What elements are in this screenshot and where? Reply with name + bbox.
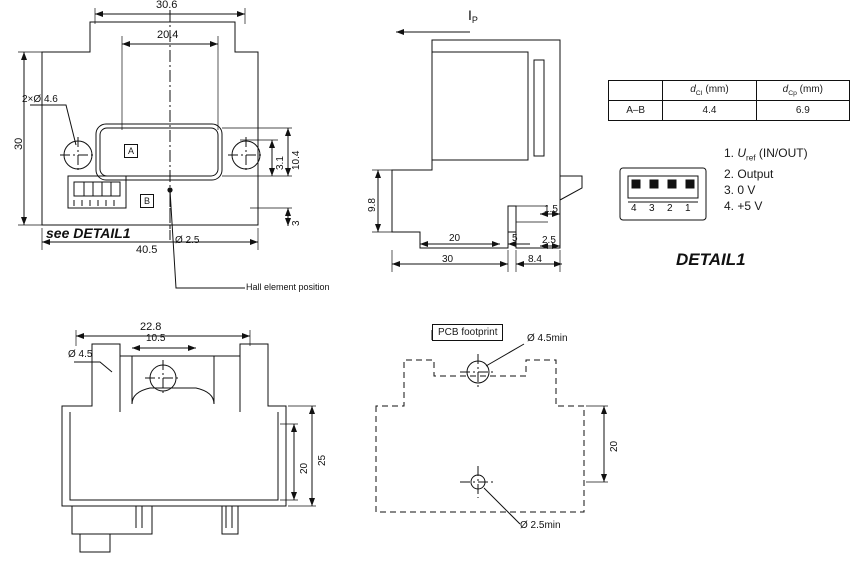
dim-top-30: 30 — [13, 137, 25, 150]
dim-front-25: 25 — [317, 454, 328, 466]
legend-item-2 — [724, 166, 808, 182]
legend-text-output: Output — [737, 167, 774, 182]
dim-front-20: 20 — [299, 462, 310, 474]
dim-side-1-5: 1.5 — [544, 204, 558, 215]
dim-top-10-4: 10.4 — [291, 150, 302, 170]
dim-side-8-4: 8.4 — [528, 254, 542, 265]
pcb-footprint-label: PCB footprint — [432, 324, 503, 341]
dim-front-10-5: 10.5 — [146, 333, 166, 344]
dim-footprint-4-5min: Ø 4.5min — [527, 333, 568, 344]
dim-front-hole-4-5: Ø 4.5 — [68, 349, 93, 360]
table-header-row — [609, 81, 850, 101]
see-detail1-note: see DETAIL1 — [46, 225, 131, 241]
legend-text-0v: 0 V — [737, 183, 756, 198]
current-direction-label — [468, 8, 478, 26]
row-label-ab: A–B — [609, 101, 663, 121]
dim-top-40-5: 40.5 — [136, 244, 158, 256]
legend-num-1: 1. — [724, 146, 735, 160]
dim-top-hole-2-5: Ø 2.5 — [175, 235, 200, 246]
table-corner-cell — [609, 81, 663, 101]
dim-footprint-20: 20 — [609, 440, 620, 452]
legend-num-4: 4. — [724, 199, 735, 214]
table-header-dcp — [756, 81, 849, 101]
dim-top-2x-hole: 2×Ø 4.6 — [22, 94, 58, 105]
datum-b-symbol: B — [140, 194, 154, 208]
legend-sub-ref: ref — [746, 153, 756, 163]
row-value-dci: 4.4 — [663, 101, 756, 121]
detail1-title: DETAIL1 — [676, 250, 746, 269]
pin-number-2: 2 — [667, 203, 673, 214]
dim-side-2-5: 2.5 — [542, 235, 556, 246]
row-value-dcp: 6.9 — [756, 101, 849, 121]
legend-item-3 — [724, 182, 808, 198]
datum-a-symbol: A — [124, 144, 138, 158]
pin-number-3: 3 — [649, 203, 655, 214]
dim-front-22-8: 22.8 — [140, 321, 162, 333]
pin-number-1: 1 — [685, 203, 691, 214]
table-row — [609, 101, 850, 121]
dim-top-3: 3 — [291, 220, 302, 226]
current-subscript: P — [471, 15, 478, 26]
legend-item-4 — [724, 198, 808, 214]
dim-side-9-8: 9.8 — [367, 198, 378, 212]
dci-subscript: CI — [695, 90, 703, 97]
dim-footprint-2-5min: Ø 2.5min — [520, 520, 561, 531]
dim-top-3-1: 3.1 — [275, 156, 286, 170]
clearance-distance-table — [608, 80, 850, 121]
hall-element-note: Hall element position — [246, 282, 330, 292]
current-symbol: I — [468, 7, 472, 23]
pin-number-4: 4 — [631, 203, 637, 214]
dim-side-5: 5 — [512, 233, 518, 244]
dcp-symbol: d — [782, 84, 789, 95]
legend-text-5v: +5 V — [737, 199, 763, 214]
legend-text-inout: (IN/OUT) — [758, 146, 808, 160]
table-header-dci — [663, 81, 756, 101]
legend-item-1 — [724, 145, 808, 166]
dcp-unit: (mm) — [799, 84, 823, 95]
detail1-pin-legend — [724, 145, 808, 214]
dim-top-30-6: 30.6 — [156, 0, 178, 11]
legend-num-3: 3. — [724, 183, 735, 198]
dim-side-30: 30 — [442, 254, 454, 265]
legend-symbol-uref: U — [737, 146, 747, 160]
dim-top-20-4: 20.4 — [157, 29, 179, 41]
dcp-subscript: Cp — [788, 90, 797, 97]
legend-num-2: 2. — [724, 167, 735, 182]
dim-side-20: 20 — [449, 233, 461, 244]
dci-symbol: d — [690, 84, 696, 95]
dci-unit: (mm) — [705, 84, 729, 95]
